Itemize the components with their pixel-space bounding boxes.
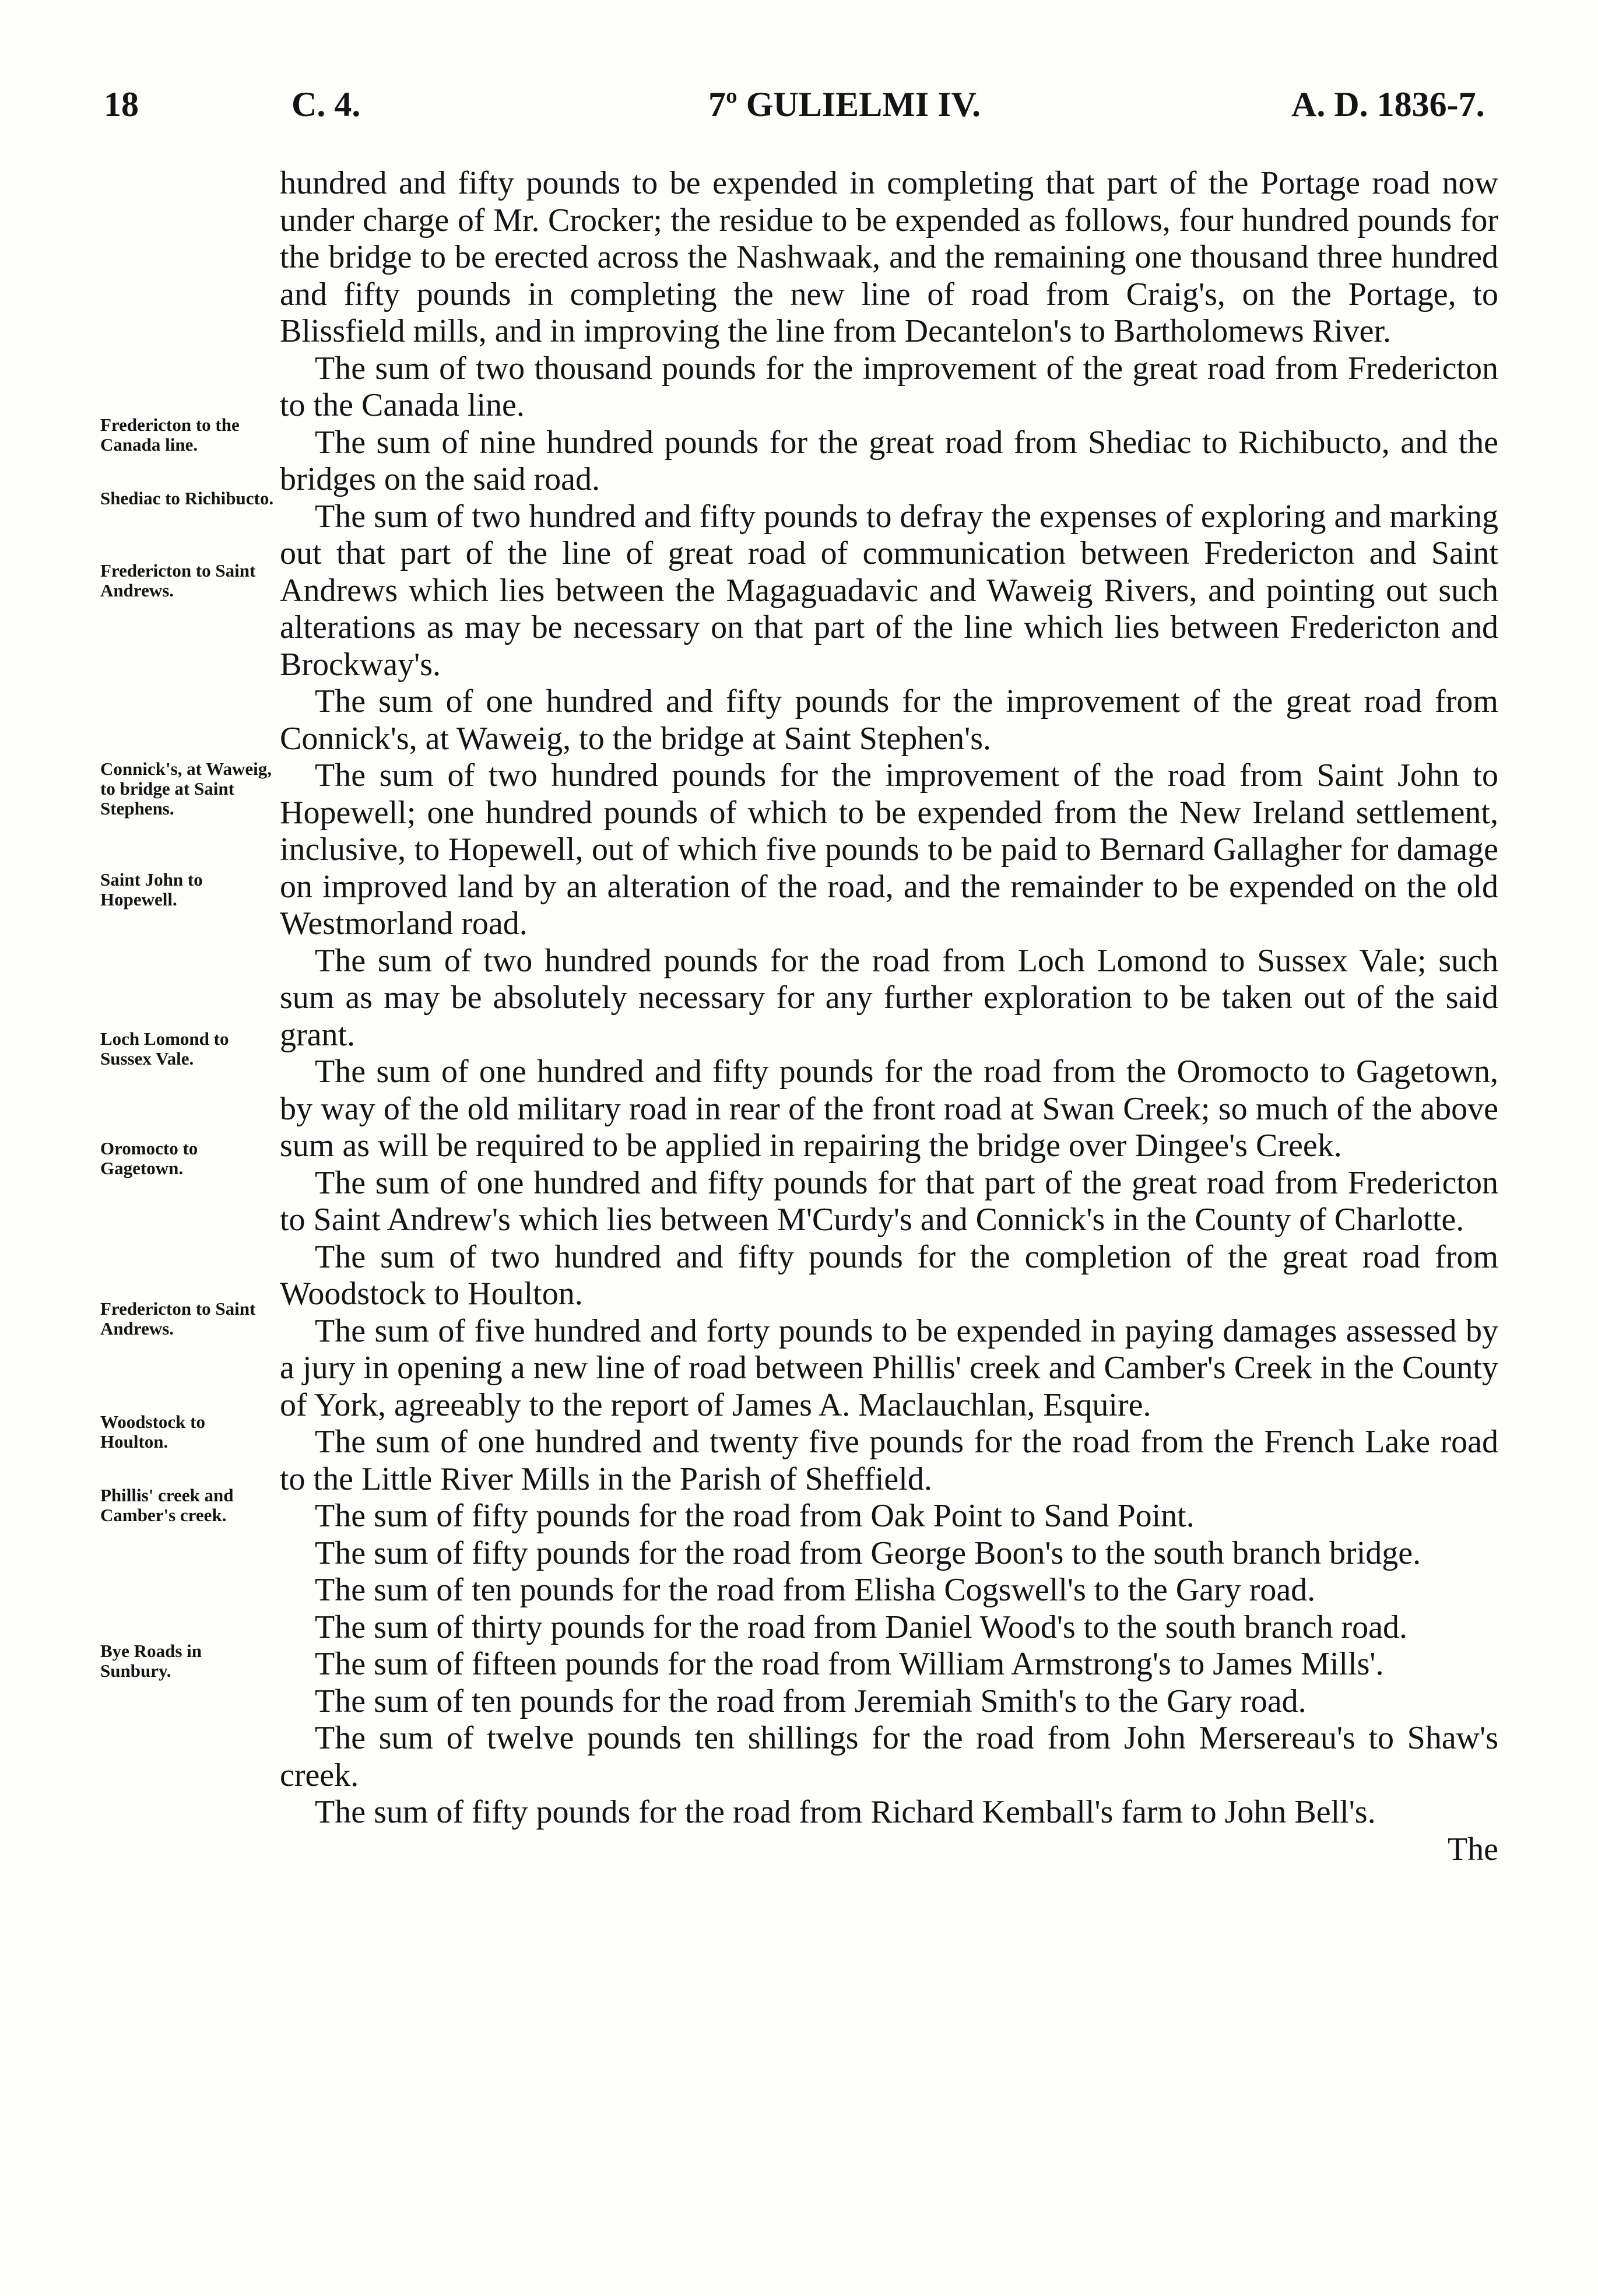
- paragraph: The sum of two hundred pounds for the road from Loch Lomond to Sussex Vale; such sum as may be absolutely necessary for any further exploration to be taken out of the said grant.: [280, 942, 1498, 1053]
- paragraph: The sum of thirty pounds for the road from Daniel Wood's to the south branch road.: [315, 1609, 1407, 1645]
- side-note: Fredericton to Saint Andrews.: [100, 1298, 256, 1339]
- side-note: Shediac to Richibucto.: [100, 488, 274, 508]
- paragraph: The sum of ten pounds for the road from Jeremiah Smith's to the Gary road.: [315, 1683, 1307, 1719]
- paragraph: The sum of two thousand pounds for the improvement of the great road from Fredericton to the Canada line.: [280, 350, 1498, 423]
- paragraph: The sum of five hundred and forty pounds to be expended in paying damages assessed by a jury in opening a new line of road between Phillis' creek and Camber's Creek in the County of York, agreeably to the report of James A. Maclauchlan, Esquire.: [280, 1312, 1498, 1423]
- paragraph: The sum of ten pounds for the road from Elisha Cogswell's to the Gary road.: [315, 1572, 1316, 1608]
- regnal-year: 7º GULIELMI IV.: [708, 85, 981, 124]
- catchword: The: [1447, 1831, 1498, 1867]
- side-note: Bye Roads in Sunbury.: [100, 1641, 202, 1681]
- side-note: Loch Lomond to Sussex Vale.: [100, 1028, 229, 1069]
- side-note: Connick's, at Waweig, to bridge at Saint Stephens.: [100, 759, 272, 819]
- paragraph: The sum of one hundred and twenty five pounds for the road from the French Lake road to the Little River Mills in the Parish of Sheffield.: [280, 1424, 1498, 1497]
- body-text: [280, 165, 1498, 1868]
- paragraph: The sum of one hundred and fifty pounds for that part of the great road from Fredericton to Saint Andrew's which lies between M'Curdy's and Connick's in the County of Charlotte.: [280, 1164, 1498, 1238]
- anno-domini-year: A. D. 1836-7.: [1291, 85, 1485, 124]
- paragraph: The sum of fifteen pounds for the road from William Armstrong's to James Mills'.: [315, 1646, 1384, 1682]
- paragraph: The sum of fifty pounds for the road from Oak Point to Sand Point.: [315, 1498, 1195, 1534]
- paragraph: The sum of two hundred pounds for the improvement of the road from Saint John to Hopewell; one hundred pounds of which to be expended from the New Ireland settlement, inclusive, to Hopewell, out of which five pounds to be paid to Bernard Gallagher for damage on improved land by an alteration of the road, and the remainder to be expended on the old Westmorland road.: [280, 757, 1498, 942]
- side-note: Phillis' creek and Camber's creek.: [100, 1485, 234, 1525]
- chapter-number: C. 4.: [291, 85, 361, 124]
- page-number: 18: [104, 85, 139, 124]
- side-note: Oromocto to Gagetown.: [100, 1138, 198, 1178]
- paragraph: The sum of fifty pounds for the road from Richard Kemball's farm to John Bell's.: [315, 1794, 1376, 1830]
- paragraph: The sum of twelve pounds ten shillings for the road from John Mersereau's to Shaw's creek.: [280, 1720, 1498, 1793]
- paragraph: hundred and fifty pounds to be expended in completing that part of the Portage road now under charge of Mr. Crocker; the residue to be expended as follows, four hundred pounds for the bridge to be erected across the Nashwaak, and the remaining one thousand three hundred and fifty pounds in completing the new line of road from Craig's, on the Portage, to Blissfield mills, and in improving the line from Decantelon's to Bartholomews River.: [280, 165, 1498, 349]
- paragraph: The sum of fifty pounds for the road from George Boon's to the south branch bridge.: [315, 1535, 1421, 1571]
- paragraph: The sum of one hundred and fifty pounds for the improvement of the great road from Connick's, at Waweig, to the bridge at Saint Stephen's.: [280, 683, 1498, 757]
- paragraph: The sum of nine hundred pounds for the great road from Shediac to Richibucto, and the bridges on the said road.: [280, 424, 1498, 497]
- side-note: Fredericton to the Canada line.: [100, 415, 240, 455]
- paragraph: The sum of two hundred and fifty pounds to defray the expenses of exploring and marking out that part of the line of great road of communication between Fredericton and Saint Andrews which lies between the Magaguadavic and Waweig Rivers, and pointing out such alterations as may be necessary on that part of the line which lies between Fredericton and Brockway's.: [280, 498, 1498, 683]
- side-note: Saint John to Hopewell.: [100, 869, 203, 910]
- running-header: [0, 85, 1598, 137]
- side-note: Woodstock to Houlton.: [100, 1412, 205, 1452]
- paragraph: The sum of two hundred and fifty pounds for the completion of the great road from Woodstock to Houlton.: [280, 1238, 1498, 1312]
- paragraph: The sum of one hundred and fifty pounds for the road from the Oromocto to Gagetown, by way of the old military road in rear of the front road at Swan Creek; so much of the above sum as will be required to be applied in repairing the bridge over Dingee's Creek.: [280, 1054, 1498, 1164]
- side-note: Fredericton to Saint Andrews.: [100, 560, 256, 601]
